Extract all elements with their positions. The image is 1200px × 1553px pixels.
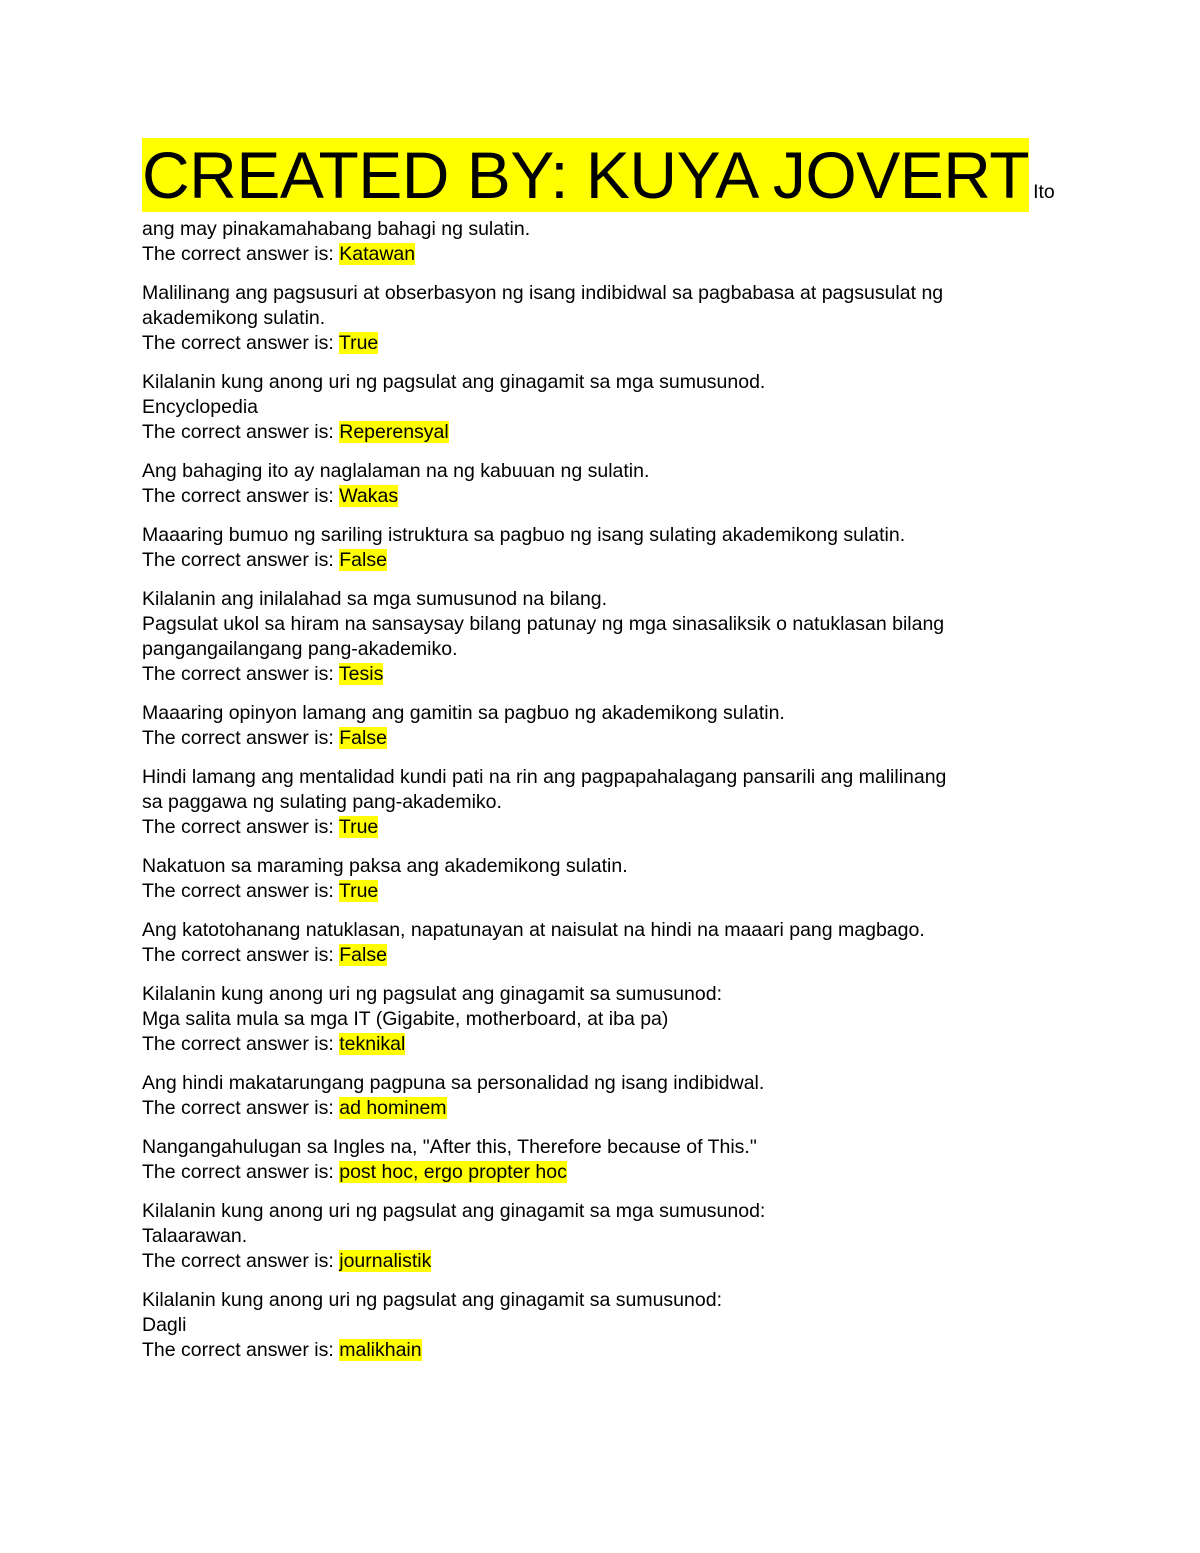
- question-item: [142, 1288, 1052, 1363]
- answer-line: [142, 1249, 1052, 1274]
- answer-line: [142, 484, 1052, 509]
- question-text: Kilalanin kung anong uri ng pagsulat ang ginagamit sa sumusunod:: [142, 1289, 722, 1311]
- answer-prefix: The correct answer is:: [142, 663, 339, 685]
- answer-line: [142, 726, 1052, 751]
- correct-answer: Wakas: [339, 485, 399, 507]
- question-item: [142, 982, 1052, 1057]
- answer-line: [142, 1096, 1052, 1121]
- question-text: Kilalanin kung anong uri ng pagsulat ang ginagamit sa sumusunod:: [142, 983, 722, 1005]
- answer-line: [142, 662, 1052, 687]
- correct-answer: Tesis: [338, 663, 384, 685]
- answer-line: [142, 815, 1052, 840]
- answer-prefix: The correct answer is:: [142, 880, 339, 902]
- question-text: Nakatuon sa maraming paksa ang akademikong sulatin.: [142, 855, 628, 877]
- question-item: [142, 918, 1052, 968]
- correct-answer: False: [339, 944, 387, 966]
- question-text: Ang bahaging ito ay naglalaman na ng kabuuan ng sulatin.: [142, 460, 650, 482]
- correct-answer: journalistik: [339, 1250, 432, 1272]
- answer-prefix: The correct answer is:: [142, 944, 340, 966]
- question-item: [142, 701, 1052, 751]
- answer-line: [142, 1032, 1052, 1057]
- question-item: [142, 765, 1052, 840]
- answer-prefix: The correct answer is:: [142, 727, 340, 749]
- question-text: Maaaring opinyon lamang ang gamitin sa pagbuo ng akademikong sulatin.: [142, 702, 785, 724]
- title-tail-text: Ito: [1033, 181, 1055, 203]
- answer-prefix: The correct answer is:: [142, 243, 340, 265]
- question-text: Kilalanin ang inilalahad sa mga sumusunod na bilang.: [142, 588, 608, 610]
- question-text: Malilinang ang pagsusuri at obserbasyon ng isang indibidwal sa pagbabasa at pagsusulat ng: [142, 282, 944, 304]
- answer-line: [142, 331, 1052, 356]
- answer-prefix: The correct answer is:: [142, 421, 340, 443]
- answer-line: [142, 1338, 1052, 1363]
- question-item: [142, 523, 1052, 573]
- answer-prefix: The correct answer is:: [142, 485, 340, 507]
- question-text: Nangangahulugan sa Ingles na, "After this, Therefore because of This.": [142, 1136, 757, 1158]
- question-item: [142, 1199, 1052, 1274]
- answer-line: [142, 879, 1052, 904]
- question-item: [142, 370, 1052, 445]
- question-text: Encyclopedia: [142, 396, 258, 418]
- correct-answer: teknikal: [339, 1033, 406, 1055]
- question-text: ang may pinakamahabang bahagi ng sulatin.: [142, 218, 531, 240]
- answer-line: [142, 1160, 1052, 1185]
- correct-answer: False: [339, 727, 387, 749]
- question-item: [142, 1071, 1052, 1121]
- question-text: Dagli: [142, 1314, 187, 1336]
- question-text: Pagsulat ukol sa hiram na sansaysay bilang patunay ng mga sinasaliksik o natuklasan bilang: [142, 613, 945, 635]
- answer-prefix: The correct answer is:: [142, 1161, 340, 1183]
- correct-answer: post hoc, ergo propter hoc: [339, 1161, 567, 1183]
- question-text: Ang hindi makatarungang pagpuna sa personalidad ng isang indibidwal.: [142, 1072, 765, 1094]
- correct-answer: True: [338, 816, 379, 838]
- question-text: sa paggawa ng sulating pang-akademiko.: [142, 791, 502, 813]
- answer-prefix: The correct answer is:: [142, 816, 339, 838]
- answer-prefix: The correct answer is:: [142, 332, 339, 354]
- answer-prefix: The correct answer is:: [142, 1339, 340, 1361]
- correct-answer: ad hominem: [339, 1097, 447, 1119]
- question-text: Talaarawan.: [142, 1225, 248, 1247]
- answer-line: [142, 548, 1052, 573]
- answer-line: [142, 242, 1052, 267]
- question-text: Kilalanin kung anong uri ng pagsulat ang ginagamit sa mga sumusunod:: [142, 1200, 766, 1222]
- question-text: Kilalanin kung anong uri ng pagsulat ang ginagamit sa mga sumusunod.: [142, 371, 766, 393]
- answer-prefix: The correct answer is:: [142, 549, 340, 571]
- correct-answer: Katawan: [339, 243, 416, 265]
- answer-line: [142, 420, 1052, 445]
- question-item: [142, 281, 1052, 356]
- question-text: Ang katotohanang natuklasan, napatunayan at naisulat na hindi na maaari pang magbago.: [142, 919, 925, 941]
- answer-line: [142, 943, 1052, 968]
- document-page: [142, 138, 1055, 1363]
- correct-answer: Reperensyal: [339, 421, 449, 443]
- question-item: [142, 1135, 1052, 1185]
- question-text: Hindi lamang ang mentalidad kundi pati na rin ang pagpapahalagang pansarili ang malilinang: [142, 766, 947, 788]
- question-text: Maaaring bumuo ng sariling istruktura sa pagbuo ng isang sulating akademikong sulatin.: [142, 524, 906, 546]
- question-text: Mga salita mula sa mga IT (Gigabite, motherboard, at iba pa): [142, 1008, 669, 1030]
- heading-line: [142, 138, 1055, 229]
- answer-prefix: The correct answer is:: [142, 1250, 340, 1272]
- correct-answer: malikhain: [339, 1339, 422, 1361]
- question-item: [142, 459, 1052, 509]
- correct-answer: False: [339, 549, 387, 571]
- question-text: pangangailangang pang-akademiko.: [142, 638, 458, 660]
- answer-prefix: The correct answer is:: [142, 1097, 340, 1119]
- question-item: [142, 587, 1052, 687]
- question-answer-list: [142, 217, 1052, 1363]
- document-title: CREATED BY: KUYA JOVERT: [142, 138, 1030, 212]
- question-item: [142, 854, 1052, 904]
- answer-prefix: The correct answer is:: [142, 1033, 340, 1055]
- question-text: akademikong sulatin.: [142, 307, 326, 329]
- correct-answer: True: [338, 880, 379, 902]
- correct-answer: True: [338, 332, 379, 354]
